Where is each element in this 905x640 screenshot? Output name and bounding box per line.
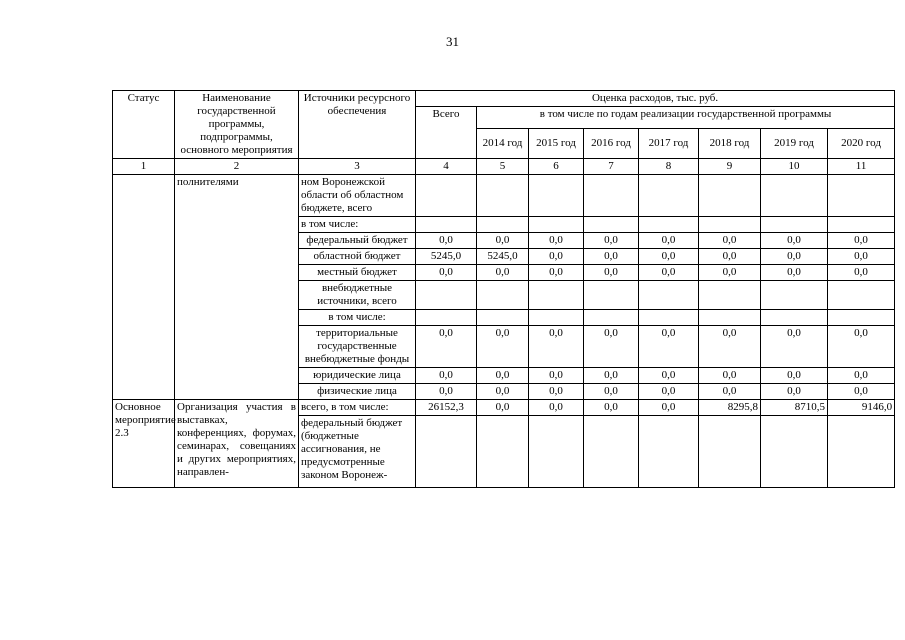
column-number: 4	[416, 159, 477, 175]
program-name-cell: полнителями	[175, 175, 299, 400]
value-cell: 0,0	[639, 368, 699, 384]
value-cell	[828, 217, 895, 233]
value-cell: 0,0	[828, 249, 895, 265]
value-cell: 0,0	[416, 368, 477, 384]
value-cell: 0,0	[828, 233, 895, 249]
value-cell	[639, 217, 699, 233]
value-cell: 0,0	[584, 384, 639, 400]
value-cell	[761, 281, 828, 310]
value-cell: 0,0	[529, 400, 584, 416]
value-cell: 0,0	[828, 368, 895, 384]
column-number: 8	[639, 159, 699, 175]
value-cell	[477, 281, 529, 310]
value-cell	[761, 175, 828, 217]
value-cell	[477, 416, 529, 488]
source-label: в том числе:	[299, 217, 416, 233]
value-cell: 0,0	[639, 233, 699, 249]
value-cell: 0,0	[828, 265, 895, 281]
value-cell	[584, 217, 639, 233]
header-year: 2014 год	[477, 129, 529, 159]
value-cell: 0,0	[761, 233, 828, 249]
value-cell	[639, 416, 699, 488]
value-cell	[699, 175, 761, 217]
value-cell	[416, 175, 477, 217]
value-cell: 0,0	[529, 265, 584, 281]
page-number: 31	[446, 34, 459, 49]
value-cell: 8295,8	[699, 400, 761, 416]
header-year: 2017 год	[639, 129, 699, 159]
value-cell: 0,0	[529, 326, 584, 368]
value-cell	[416, 310, 477, 326]
value-cell: 0,0	[699, 265, 761, 281]
header-status: Статус	[113, 91, 175, 159]
value-cell: 0,0	[761, 326, 828, 368]
value-cell	[416, 281, 477, 310]
value-cell	[529, 281, 584, 310]
value-cell	[584, 175, 639, 217]
source-label: областной бюджет	[299, 249, 416, 265]
source-label: всего, в том числе:	[299, 400, 416, 416]
header-estimate: Оценка расходов, тыс. руб.	[416, 91, 895, 107]
value-cell: 0,0	[699, 384, 761, 400]
value-cell	[699, 217, 761, 233]
header-year: 2020 год	[828, 129, 895, 159]
value-cell	[477, 175, 529, 217]
value-cell: 0,0	[477, 368, 529, 384]
value-cell: 9146,0	[828, 400, 895, 416]
column-number: 9	[699, 159, 761, 175]
value-cell: 0,0	[699, 326, 761, 368]
value-cell	[699, 310, 761, 326]
value-cell: 0,0	[639, 400, 699, 416]
value-cell: 0,0	[529, 368, 584, 384]
header-year: 2016 год	[584, 129, 639, 159]
value-cell	[529, 217, 584, 233]
value-cell: 26152,3	[416, 400, 477, 416]
header-year: 2018 год	[699, 129, 761, 159]
column-number: 1	[113, 159, 175, 175]
header-year: 2019 год	[761, 129, 828, 159]
value-cell: 0,0	[529, 233, 584, 249]
value-cell	[529, 175, 584, 217]
value-cell: 0,0	[584, 368, 639, 384]
value-cell	[639, 281, 699, 310]
value-cell: 0,0	[584, 249, 639, 265]
source-label: внебюджетные источники, всего	[299, 281, 416, 310]
value-cell: 0,0	[416, 265, 477, 281]
program-name-cell: Организация участия в выставках, конференциях, форумах, семинарах, совещаниях и других мероприятиях, направлен-	[175, 400, 299, 488]
value-cell: 0,0	[699, 368, 761, 384]
column-number: 11	[828, 159, 895, 175]
source-label: в том числе:	[299, 310, 416, 326]
header-total: Всего	[416, 107, 477, 159]
value-cell: 5245,0	[477, 249, 529, 265]
value-cell	[584, 281, 639, 310]
source-label: федеральный бюджет	[299, 233, 416, 249]
column-number: 6	[529, 159, 584, 175]
header-sources: Источники ресурсного обеспечения	[299, 91, 416, 159]
value-cell	[699, 416, 761, 488]
header-name: Наименование государственной программы, подпрограммы, основного мероприятия	[175, 91, 299, 159]
value-cell: 0,0	[477, 326, 529, 368]
value-cell: 0,0	[477, 233, 529, 249]
source-label: местный бюджет	[299, 265, 416, 281]
value-cell	[529, 416, 584, 488]
value-cell	[761, 310, 828, 326]
value-cell: 8710,5	[761, 400, 828, 416]
value-cell: 0,0	[699, 233, 761, 249]
value-cell	[699, 281, 761, 310]
status-cell: Основное мероприятие 2.3	[113, 400, 175, 488]
value-cell: 0,0	[828, 384, 895, 400]
value-cell: 0,0	[477, 384, 529, 400]
value-cell: 0,0	[639, 384, 699, 400]
value-cell: 0,0	[416, 384, 477, 400]
value-cell: 0,0	[584, 326, 639, 368]
value-cell: 0,0	[639, 265, 699, 281]
value-cell	[529, 310, 584, 326]
value-cell: 0,0	[828, 326, 895, 368]
value-cell: 0,0	[529, 249, 584, 265]
value-cell	[828, 416, 895, 488]
value-cell	[416, 217, 477, 233]
value-cell: 0,0	[761, 249, 828, 265]
value-cell	[477, 310, 529, 326]
value-cell	[828, 281, 895, 310]
value-cell	[416, 416, 477, 488]
value-cell: 0,0	[699, 249, 761, 265]
value-cell	[639, 175, 699, 217]
value-cell	[584, 416, 639, 488]
value-cell	[639, 310, 699, 326]
value-cell	[477, 217, 529, 233]
value-cell: 0,0	[761, 368, 828, 384]
source-label: федеральный бюджет (бюджетные ассигнования, не предусмотренные законом Воронеж-	[299, 416, 416, 488]
column-number: 3	[299, 159, 416, 175]
value-cell: 0,0	[416, 326, 477, 368]
budget-table	[112, 90, 895, 488]
source-label: ном Воронежской области об областном бюджете, всего	[299, 175, 416, 217]
value-cell	[761, 217, 828, 233]
column-number: 5	[477, 159, 529, 175]
header-year: 2015 год	[529, 129, 584, 159]
value-cell: 0,0	[584, 233, 639, 249]
value-cell: 0,0	[529, 384, 584, 400]
value-cell: 0,0	[477, 400, 529, 416]
column-number: 7	[584, 159, 639, 175]
value-cell: 0,0	[416, 233, 477, 249]
value-cell	[828, 310, 895, 326]
column-number: 10	[761, 159, 828, 175]
value-cell: 0,0	[584, 265, 639, 281]
value-cell: 0,0	[639, 326, 699, 368]
value-cell: 0,0	[639, 249, 699, 265]
value-cell: 0,0	[584, 400, 639, 416]
status-cell	[113, 175, 175, 400]
value-cell: 0,0	[477, 265, 529, 281]
source-label: физические лица	[299, 384, 416, 400]
value-cell: 0,0	[761, 265, 828, 281]
column-number: 2	[175, 159, 299, 175]
source-label: юридические лица	[299, 368, 416, 384]
value-cell: 5245,0	[416, 249, 477, 265]
value-cell	[584, 310, 639, 326]
value-cell	[828, 175, 895, 217]
value-cell: 0,0	[761, 384, 828, 400]
value-cell	[761, 416, 828, 488]
source-label: территориальные государственные внебюджетные фонды	[299, 326, 416, 368]
header-by-years: в том числе по годам реализации государственной программы	[477, 107, 895, 129]
